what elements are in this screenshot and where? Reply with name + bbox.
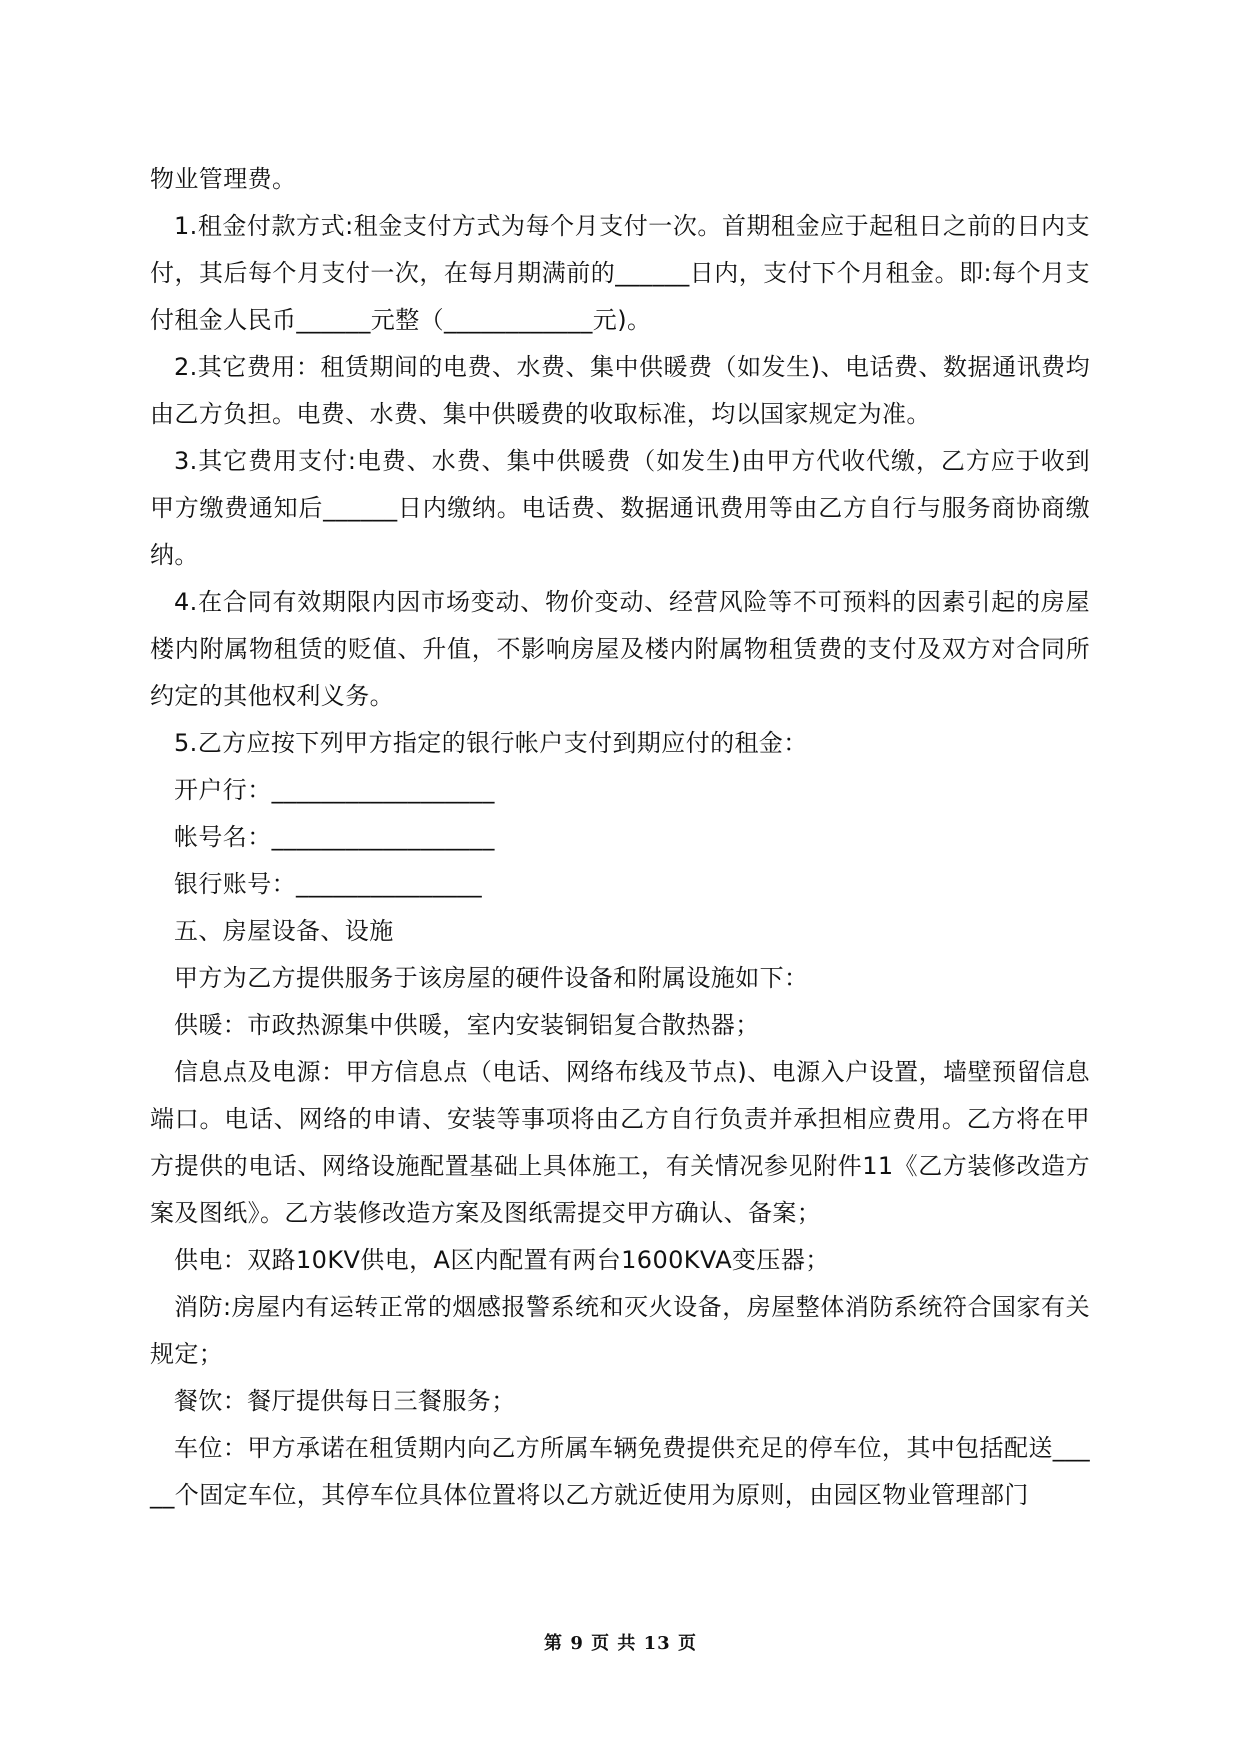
paragraph-rent-payment: 1.租金付款方式:租金支付方式为每个月支付一次。首期租金应于起租日之前的日内支付，其后每个月支付一次，在每月期满前的______日内，支付下个月租金。即:每个月支付租金人民币______元整（____________元)。 bbox=[150, 212, 1090, 334]
paragraph-market-risk: 4.在合同有效期限内因市场变动、物价变动、经营风险等不可预料的因素引起的房屋楼内附属物租赁的贬值、升值，不影响房屋及楼内附属物租赁费的支付及双方对合同所约定的其他权利义务。 bbox=[150, 588, 1090, 710]
paragraph-other-fees-payment: 3.其它费用支付:电费、水费、集中供暖费（如发生)由甲方代收代缴，乙方应于收到甲方缴费通知后______日内缴纳。电话费、数据通讯费用等由乙方自行与服务商协商缴纳。 bbox=[150, 447, 1090, 569]
paragraph-other-fees: 2.其它费用：租赁期间的电费、水费、集中供暖费（如发生)、电话费、数据通讯费均由乙方负担。电费、水费、集中供暖费的收取标准，均以国家规定为准。 bbox=[150, 353, 1090, 428]
paragraph-bank-account-intro: 5.乙方应按下列甲方指定的银行帐户支付到期应付的租金： bbox=[174, 729, 808, 757]
paragraph-property-fee: 物业管理费。 bbox=[150, 165, 297, 193]
page-number-footer: 第 9 页 共 13 页 bbox=[544, 1633, 697, 1654]
paragraph-heating: 供暖：市政热源集中供暖，室内安装铜铝复合散热器； bbox=[174, 1011, 760, 1039]
paragraph-parking: 车位：甲方承诺在租赁期内向乙方所属车辆免费提供充足的停车位，其中包括配送_____个固定车位，其停车位具体位置将以乙方就近使用为原则，由园区物业管理部门 bbox=[150, 1434, 1090, 1509]
field-account-number: 银行账号：_______________ bbox=[174, 870, 482, 898]
document-body bbox=[150, 156, 1090, 1519]
paragraph-information-power: 信息点及电源：甲方信息点（电话、网络布线及节点)、电源入户设置，墙壁预留信息端口。电话、网络的申请、安装等事项将由乙方自行负责并承担相应费用。乙方将在甲方提供的电话、网络设施配置基础上具体施工，有关情况参见附件11《乙方装修改造方案及图纸》。乙方装修改造方案及图纸需提交甲方确认、备案； bbox=[150, 1058, 1090, 1227]
field-account-name: 帐号名：__________________ bbox=[174, 823, 495, 851]
paragraph-power-supply: 供电：双路10KV供电，A区内配置有两台1600KVA变压器； bbox=[174, 1246, 830, 1274]
paragraph-facilities-intro: 甲方为乙方提供服务于该房屋的硬件设备和附属设施如下： bbox=[174, 964, 809, 992]
paragraph-catering: 餐饮：餐厅提供每日三餐服务； bbox=[174, 1387, 516, 1415]
section-heading-facilities: 五、房屋设备、设施 bbox=[174, 917, 394, 945]
field-bank-name: 开户行：__________________ bbox=[174, 776, 495, 804]
paragraph-fire-protection: 消防:房屋内有运转正常的烟感报警系统和灭火设备，房屋整体消防系统符合国家有关规定； bbox=[150, 1293, 1090, 1368]
